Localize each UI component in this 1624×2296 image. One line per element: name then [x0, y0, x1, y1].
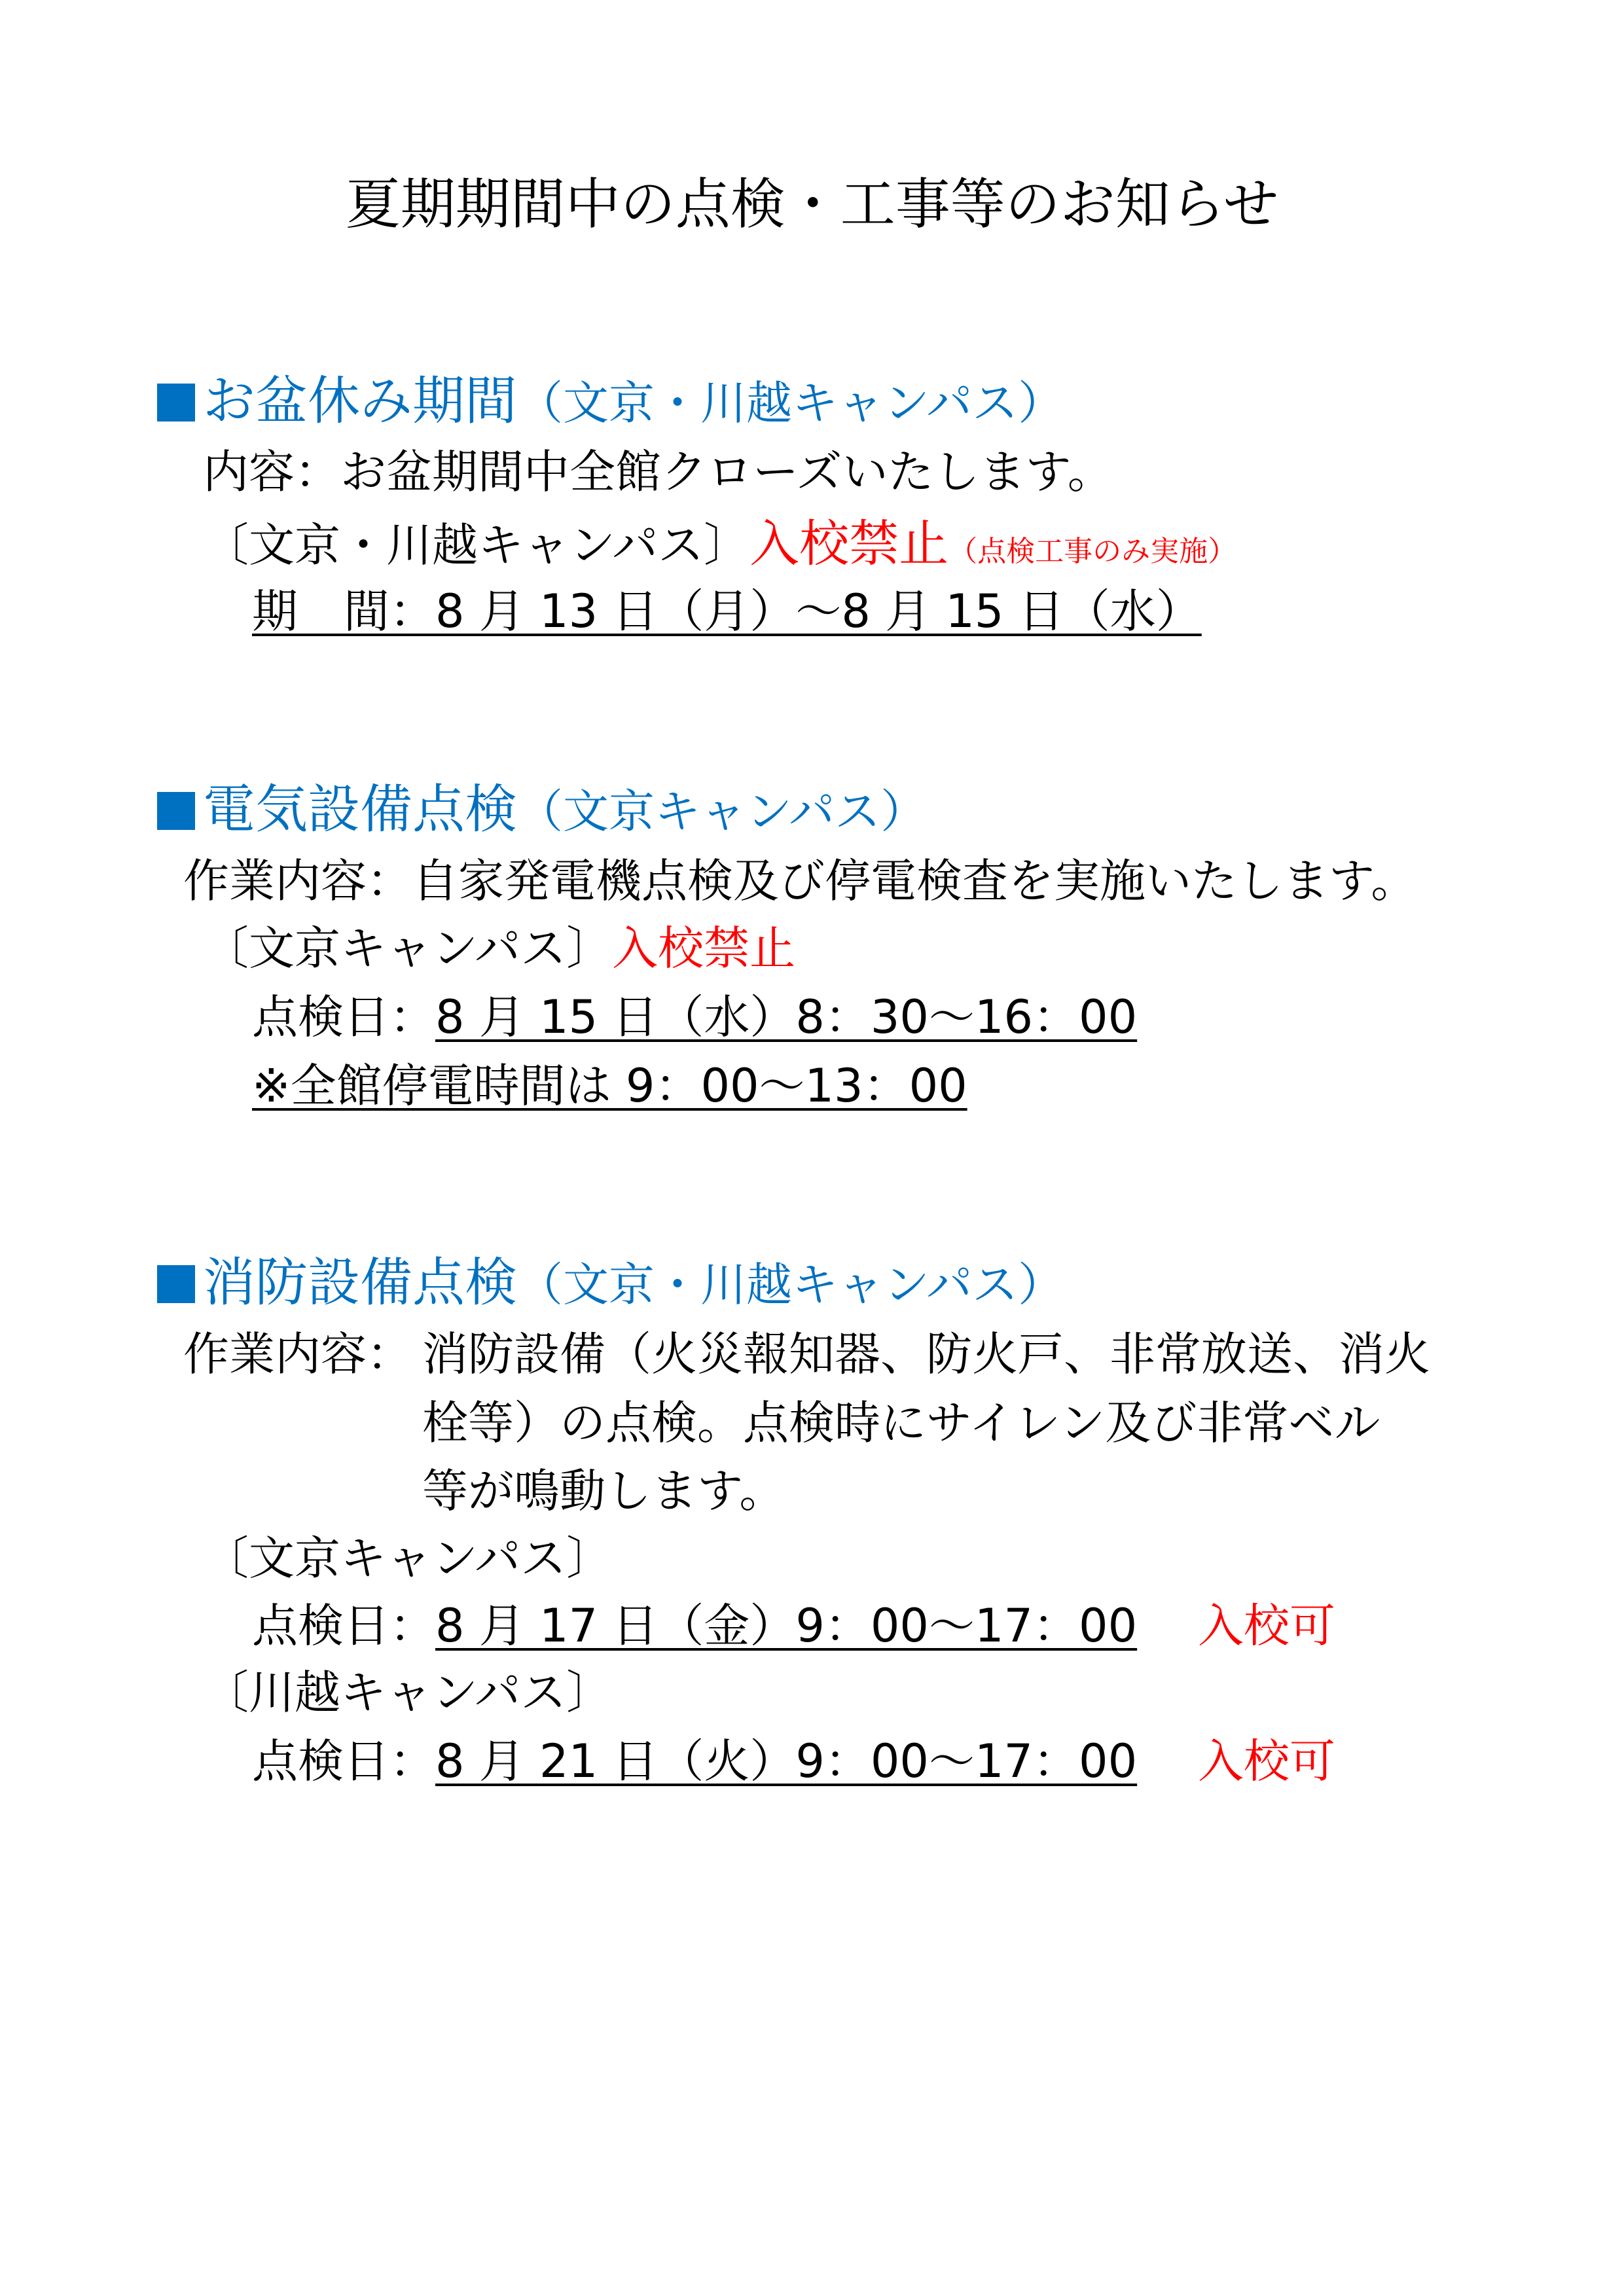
square-bullet-icon [157, 792, 195, 830]
square-bullet-icon [157, 1265, 195, 1303]
content-label: 作業内容： [183, 854, 412, 908]
section-heading-fire [157, 1240, 1064, 1316]
content-text: お盆期間中全館クローズいたします。 [340, 445, 1113, 499]
date-label: 点検日： [252, 990, 435, 1044]
content-line [203, 435, 1113, 501]
campus-label-bunkyo: 〔文京キャンパス〕 [203, 1532, 613, 1585]
status-badge-kawagoe: 入校可 [1198, 1734, 1335, 1788]
period-line [252, 575, 1202, 641]
date-value: 8 月 21 日（火）9：00～17：00 [435, 1734, 1138, 1788]
status-badge: 入校禁止 [749, 514, 949, 573]
date-value: 8 月 15 日（水）8：30～16：00 [435, 990, 1138, 1044]
blackout-note: ※全館停電時間は 9：00～13：00 [252, 1059, 967, 1113]
page-title: 夏期期間中の点検・工事等のお知らせ [345, 172, 1279, 236]
content-label: 内容： [203, 445, 340, 499]
content-text-line-2: 栓等）の点検。点検時にサイレン及び非常ベル [422, 1396, 1380, 1450]
section-heading-text: 電気設備点検 [203, 779, 517, 840]
campus-label: 〔文京キャンパス〕 [203, 922, 613, 975]
content-text-line-3: 等が鳴動します。 [422, 1464, 785, 1518]
content-text-line-1: 消防設備（火災報知器、防火戸、非常放送、消火 [422, 1327, 1430, 1381]
status-badge-bunkyo: 入校可 [1198, 1599, 1335, 1653]
status-note: （点検工事のみ実施） [948, 535, 1237, 568]
period-label: 期 間： [252, 584, 435, 638]
section-heading-paren: （文京・川越キャンパス） [517, 376, 1064, 430]
campus-line [203, 912, 795, 978]
date-label: 点検日： [252, 1734, 435, 1788]
date-line [252, 980, 1137, 1047]
section-heading-text: お盆休み期間 [203, 370, 517, 431]
date-value: 8 月 17 日（金）9：00～17：00 [435, 1599, 1138, 1653]
section-heading-paren: （文京・川越キャンパス） [517, 1258, 1064, 1312]
period-value: 8 月 13 日（月）～8 月 15 日（水） [435, 584, 1202, 638]
date-line-bunkyo [252, 1589, 1137, 1655]
content-text: 自家発電機点検及び停電検査を実施いたします。 [412, 854, 1417, 908]
date-line-kawagoe [252, 1725, 1137, 1791]
campus-label: 〔文京・川越キャンパス〕 [203, 518, 750, 572]
status-badge: 入校禁止 [612, 922, 796, 975]
section-heading-paren: （文京キャンパス） [517, 785, 927, 838]
square-bullet-icon [157, 384, 195, 422]
section-heading-obon [157, 359, 1064, 434]
section-heading-text: 消防設備点検 [203, 1252, 517, 1313]
campus-label-kawagoe: 〔川越キャンパス〕 [203, 1666, 613, 1719]
content-label: 作業内容： [183, 1327, 412, 1381]
date-label: 点検日： [252, 1599, 435, 1653]
section-heading-electric [157, 767, 926, 842]
content-line [183, 844, 1416, 910]
campus-line [203, 504, 1236, 575]
